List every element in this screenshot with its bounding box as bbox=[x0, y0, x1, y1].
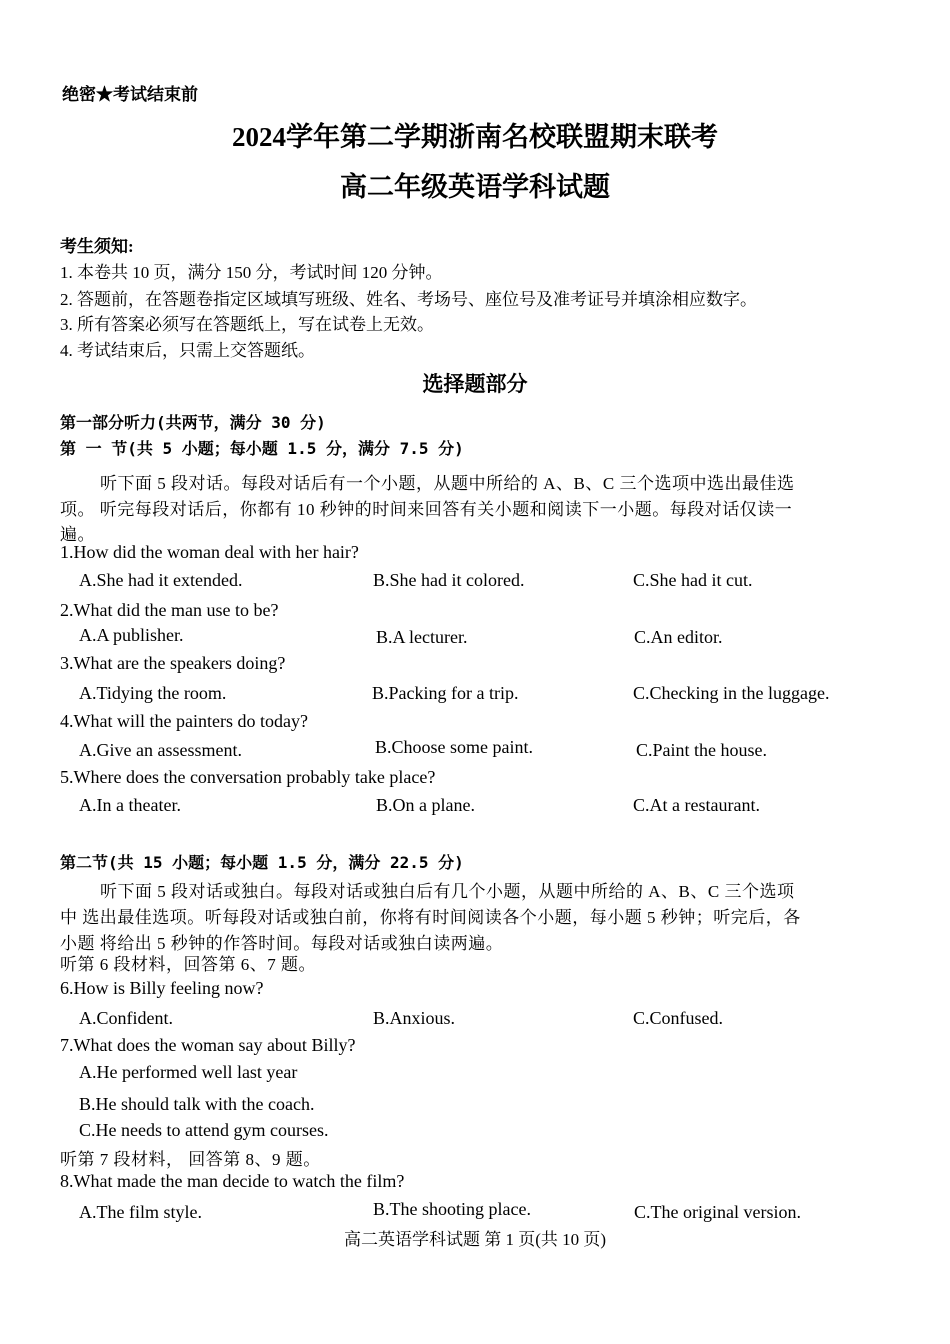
option-b: B.Choose some paint. bbox=[375, 737, 533, 757]
confidential-label: 绝密★考试结束前 bbox=[62, 85, 198, 104]
question-8: 8.What made the man decide to watch the film? bbox=[60, 1171, 405, 1191]
option-a: A.Confident. bbox=[79, 1008, 173, 1028]
option-b: B.He should talk with the coach. bbox=[79, 1094, 315, 1114]
option-c: C.Paint the house. bbox=[636, 740, 767, 760]
option-b: B.On a plane. bbox=[376, 795, 475, 815]
section2-heading: 第二节(共 15 小题；每小题 1.5 分，满分 22.5 分) bbox=[60, 853, 464, 872]
option-c: C.The original version. bbox=[634, 1202, 801, 1222]
notice-item: 2. 答题前，在答题卷指定区域填写班级、姓名、考场号、座位号及准考证号并填涂相应数字。 bbox=[60, 290, 757, 309]
instructions-line: 项。 听完每段对话后，你都有 10 秒钟的时间来回答有关小题和阅读下一小题。每段对话仅读一 bbox=[60, 500, 793, 519]
option-a: A.A publisher. bbox=[79, 625, 184, 645]
option-b: B.Packing for a trip. bbox=[372, 683, 519, 703]
instructions-line: 遍。 bbox=[60, 525, 95, 544]
question-3: 3.What are the speakers doing? bbox=[60, 653, 286, 673]
part1-heading: 第一部分听力(共两节，满分 30 分) bbox=[60, 413, 326, 432]
question-2: 2.What did the man use to be? bbox=[60, 600, 279, 620]
question-5: 5.Where does the conversation probably take place? bbox=[60, 767, 436, 787]
notice-item: 1. 本卷共 10 页，满分 150 分，考试时间 120 分钟。 bbox=[60, 263, 443, 282]
option-c: C.Checking in the luggage. bbox=[633, 683, 830, 703]
option-a: A.Give an assessment. bbox=[79, 740, 242, 760]
instructions-line: 小题 将给出 5 秒钟的作答时间。每段对话或独白读两遍。 bbox=[60, 934, 504, 953]
question-4: 4.What will the painters do today? bbox=[60, 711, 308, 731]
instructions-line: 听下面 5 段对话。每段对话后有一个小题，从题中所给的 A、B、C 三个选项中选出最佳选 bbox=[100, 474, 795, 493]
option-c: C.Confused. bbox=[633, 1008, 723, 1028]
section-title: 选择题部分 bbox=[422, 372, 528, 396]
exam-subtitle: 高二年级英语学科试题 bbox=[340, 172, 610, 202]
option-c: C.An editor. bbox=[634, 627, 723, 647]
page-footer: 高二英语学科试题 第 1 页(共 10 页) bbox=[343, 1230, 607, 1249]
question-1: 1.How did the woman deal with her hair? bbox=[60, 542, 359, 562]
material-note: 听第 6 段材料，回答第 6、7 题。 bbox=[60, 955, 316, 974]
question-6: 6.How is Billy feeling now? bbox=[60, 978, 264, 998]
option-b: B.The shooting place. bbox=[373, 1199, 531, 1219]
notice-heading: 考生须知: bbox=[60, 237, 134, 256]
option-a: A.In a theater. bbox=[79, 795, 181, 815]
notice-item: 3. 所有答案必须写在答题纸上，写在试卷上无效。 bbox=[60, 315, 434, 334]
option-b: B.Anxious. bbox=[373, 1008, 456, 1028]
option-a: A.He performed well last year bbox=[79, 1062, 298, 1082]
option-b: B.A lecturer. bbox=[376, 627, 468, 647]
instructions-line: 听下面 5 段对话或独白。每段对话或独白后有几个小题，从题中所给的 A、B、C 三个选项 bbox=[100, 882, 795, 901]
option-c: C.She had it cut. bbox=[633, 570, 753, 590]
option-c: C.At a restaurant. bbox=[633, 795, 760, 815]
question-7: 7.What does the woman say about Billy? bbox=[60, 1035, 356, 1055]
instructions-line: 中 选出最佳选项。听每段对话或独白前，你将有时间阅读各个小题，每小题 5 秒钟；听完后，各 bbox=[60, 908, 801, 927]
option-a: A.She had it extended. bbox=[79, 570, 243, 590]
section1-heading: 第 一 节(共 5 小题；每小题 1.5 分，满分 7.5 分) bbox=[60, 439, 464, 458]
exam-title: 2024学年第二学期浙南名校联盟期末联考 bbox=[232, 122, 718, 152]
option-a: A.Tidying the room. bbox=[79, 683, 227, 703]
notice-item: 4. 考试结束后，只需上交答题纸。 bbox=[60, 341, 315, 360]
option-a: A.The film style. bbox=[79, 1202, 202, 1222]
material-note: 听第 7 段材料， 回答第 8、9 题。 bbox=[60, 1150, 321, 1169]
option-b: B.She had it colored. bbox=[373, 570, 525, 590]
option-c: C.He needs to attend gym courses. bbox=[79, 1120, 329, 1140]
